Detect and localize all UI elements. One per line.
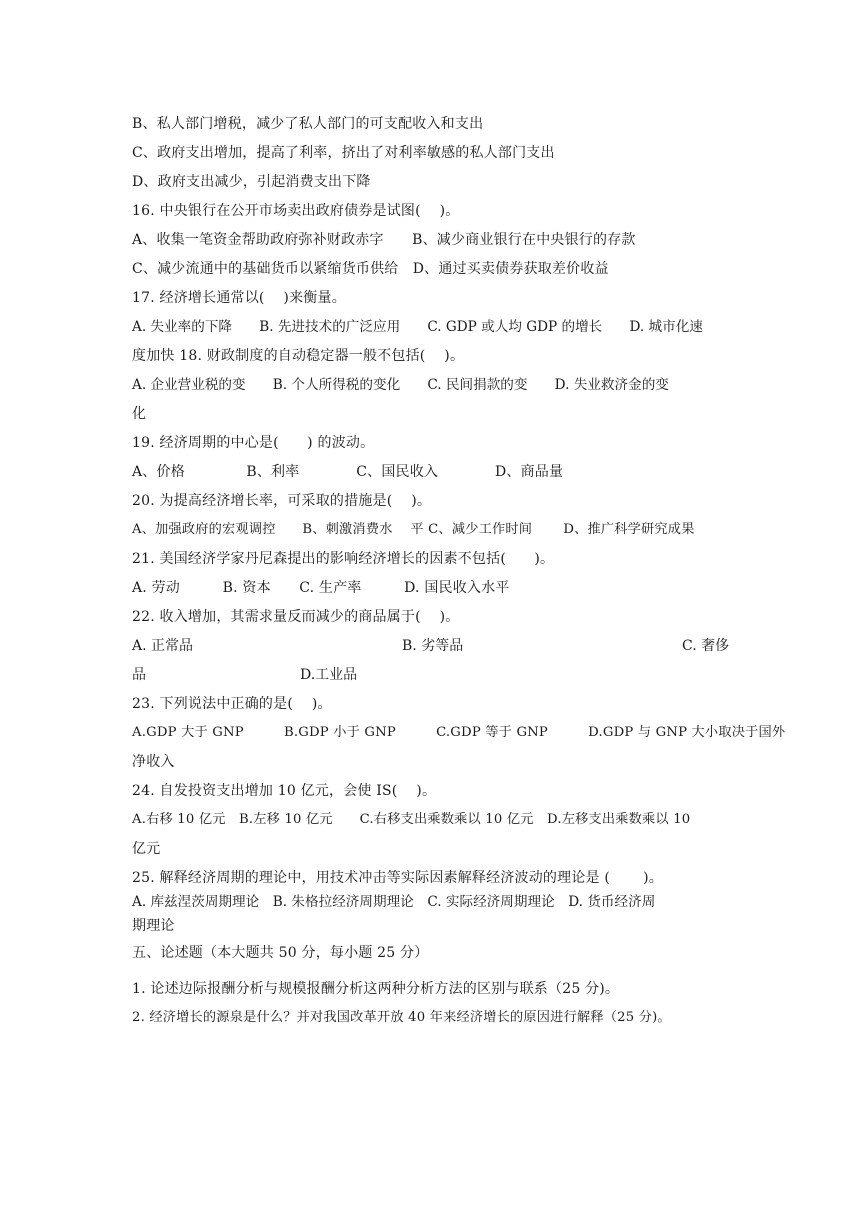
option-line: C、减少流通中的基础货币以紧缩货币供给 D、通过买卖债券获取差价收益 [132, 261, 609, 277]
question-21: 21. 美国经济学家丹尼森提出的影响经济增长的因素不包括( )。 [132, 551, 555, 567]
option-line: A. 劳动 B. 资本 C. 生产率 D. 国民收入水平 [132, 580, 510, 596]
option-line: 亿元 [132, 841, 161, 857]
option-line: A. 库兹涅茨周期理论 B. 朱格拉经济周期理论 C. 实际经济周期理论 D. 货币经济周 [132, 894, 656, 910]
question-17: 17. 经济增长通常以( )来衡量。 [132, 290, 346, 306]
option-line: A.右移 10 亿元 B.左移 10 亿元 C.右移支出乘数乘以 10 亿元 D.左移支出乘数乘以 10 [132, 812, 691, 827]
option-line: 净收入 [132, 754, 175, 770]
q22-option-d: D.工业品 [300, 667, 358, 683]
q22-option-c: C. 奢侈 [682, 638, 730, 654]
option-line: A、价格 B、利率 C、国民收入 D、商品量 [132, 464, 564, 480]
question-24: 24. 自发投资支出增加 10 亿元，会使 IS( )。 [132, 783, 437, 799]
option-line: 期理论 [132, 918, 175, 934]
q22-option-c-cont: 品 [132, 667, 146, 683]
option-line: A、加强政府的宏观调控 B、刺激消费水 平 C、减少工作时间 D、推广科学研究成果 [132, 522, 695, 537]
essay-question-1: 1. 论述边际报酬分析与规模报酬分析这两种分析方法的区别与联系（25 分)。 [132, 981, 620, 997]
option-line: A.GDP 大于 GNP B.GDP 小于 GNP C.GDP 等于 GNP D.GDP 与 GNP 大小取决于国外 [132, 725, 786, 740]
section-heading: 五、论述题（本大题共 50 分，每小题 25 分） [132, 945, 429, 961]
option-line: C、政府支出增加，提高了利率，挤出了对利率敏感的私人部门支出 [132, 145, 555, 161]
question-19: 19. 经济周期的中心是( ) 的波动。 [132, 435, 375, 451]
question-16: 16. 中央银行在公开市场卖出政府债券是试图( )。 [132, 203, 460, 219]
option-line: A. 失业率的下降 B. 先进技术的广泛应用 C. GDP 或人均 GDP 的增长 D. 城市化速 [132, 319, 703, 335]
question-20: 20. 为提高经济增长率，可采取的措施是( )。 [132, 493, 432, 509]
option-line: A、收集一笔资金帮助政府弥补财政赤字 B、减少商业银行在中央银行的存款 [132, 232, 636, 248]
question-18: 度加快 18. 财政制度的自动稳定器一般不包括( )。 [132, 348, 465, 364]
option-line: B、私人部门增税，减少了私人部门的可支配收入和支出 [132, 116, 484, 132]
question-25: 25. 解释经济周期的理论中，用技术冲击等实际因素解释经济波动的理论是 ( )。 [132, 870, 663, 886]
option-line: A. 企业营业税的变 B. 个人所得税的变化 C. 民间捐款的变 D. 失业救济金的变 [132, 377, 669, 393]
q22-option-a: A. 正常品 [132, 638, 194, 654]
question-23: 23. 下列说法中正确的是( )。 [132, 696, 332, 712]
essay-question-2: 2. 经济增长的源泉是什么？并对我国改革开放 40 年来经济增长的原因进行解释（25 分)。 [132, 1010, 671, 1025]
option-line: D、政府支出减少，引起消费支出下降 [132, 174, 371, 190]
option-line: 化 [132, 406, 147, 422]
q22-option-b: B. 劣等品 [402, 638, 464, 654]
question-22: 22. 收入增加，其需求量反而减少的商品属于( )。 [132, 609, 460, 625]
